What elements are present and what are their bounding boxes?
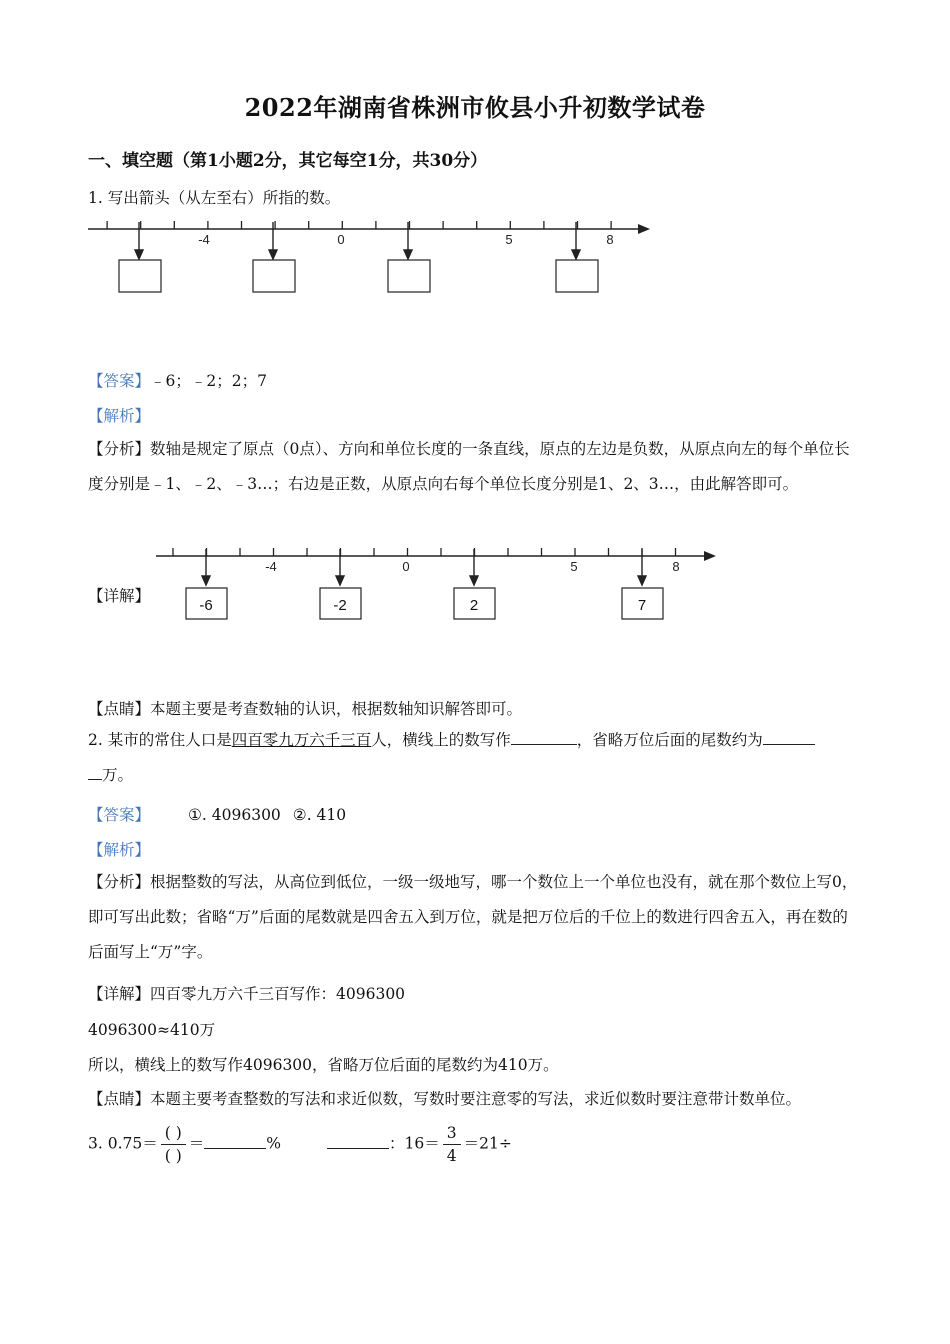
fraction-denominator: ( ) — [164, 1147, 182, 1165]
tick-label: 5 — [505, 232, 513, 247]
percent-sign: % — [266, 1134, 282, 1153]
q2-detail-3: 所以，横线上的数写作4096300，省略万位后面的尾数约为410万。 — [88, 1056, 559, 1074]
q2-comma: ，省略万位后面的尾数约为 — [576, 731, 763, 749]
q1-question: 1. 写出箭头（从左至右）所指的数。 — [88, 189, 341, 207]
dianjing-text: 本题主要是考查数轴的认识，根据数轴知识解答即可。 — [150, 700, 523, 718]
pointer-arrowhead — [135, 250, 143, 259]
detail-1: 四百零九万六千三百写作：4096300 — [150, 985, 406, 1003]
q2-fenxi — [88, 865, 863, 970]
answer-blank[interactable] — [763, 743, 815, 745]
tick-label: 5 — [570, 559, 578, 574]
pointer-arrowhead — [638, 576, 646, 585]
answer-box — [253, 260, 295, 292]
fenxi-tag: 【分析】 — [88, 440, 151, 458]
q1-analysis-tag: 【解析】 — [88, 407, 151, 425]
axis-arrowhead — [704, 551, 716, 561]
q1-answer — [88, 369, 267, 391]
q1-number-line — [80, 208, 680, 308]
q2-prefix: 2. 某市的常住人口是 — [88, 731, 232, 749]
fraction-denominator: 4 — [446, 1147, 457, 1165]
answer-blank[interactable] — [88, 778, 102, 780]
dianjing-text: 本题主要考查整数的写法和求近似数，写数时要注意零的写法，求近似数时要注意带计数单位。 — [150, 1090, 802, 1108]
answer-box — [119, 260, 161, 292]
q2-answer — [88, 803, 346, 825]
answer-blank[interactable] — [204, 1147, 266, 1149]
pointer-arrowhead — [404, 250, 412, 259]
division-part: ＝21÷ — [463, 1134, 512, 1153]
pointer-arrowhead — [269, 250, 277, 259]
axis-arrowhead — [638, 224, 650, 234]
q1-fenxi — [88, 432, 863, 502]
answer-box — [556, 260, 598, 292]
q1-detail-tag: 【详解】 — [88, 587, 151, 605]
fraction-numerator: 3 — [443, 1122, 461, 1145]
answer-1: ①. 4096300 — [188, 806, 281, 824]
q2-middle: 人，横线上的数写作 — [371, 731, 511, 749]
tick-label: 8 — [672, 559, 680, 574]
tick-label: 8 — [606, 232, 614, 247]
q2-underlined-number: 四百零九万六千三百 — [231, 731, 372, 749]
fenxi-text: 根据整数的写法，从高位到低位，一级一级地写，哪一个数位上一个单位也没有，就在那个数位上写0，即可写出此数；省略“万”后面的尾数就是四舍五入到万位，就是把万位后的千位上的数进行四舍五入，再在数的后面写上“万”字。 — [88, 873, 858, 961]
fraction-numerator: ( ) — [161, 1122, 186, 1145]
ratio-part: ：16＝ — [389, 1134, 440, 1153]
q2-dianjing — [88, 1087, 801, 1109]
fraction-three-quarters — [443, 1122, 461, 1167]
pointer-arrowhead — [572, 250, 580, 259]
q2-question — [88, 723, 863, 793]
pointer-arrowhead — [336, 576, 344, 585]
answer-tag: 【答案】 — [88, 806, 151, 824]
answer-blank[interactable] — [327, 1147, 389, 1149]
section-heading: 一、填空题（第1小题2分，其它每空1分，共30分） — [88, 151, 488, 171]
answer-box — [388, 260, 430, 292]
pointer-arrowhead — [202, 576, 210, 585]
box-value: 2 — [469, 597, 479, 614]
dianjing-tag: 【点睛】 — [88, 700, 151, 718]
answer-blank[interactable] — [511, 743, 577, 745]
q2-detail-2: 4096300≈410万 — [88, 1021, 216, 1039]
page-title: 2022年湖南省株洲市攸县小升初数学试卷 — [244, 93, 706, 122]
pointer-arrowhead — [470, 576, 478, 585]
fenxi-tag: 【分析】 — [88, 873, 151, 891]
q2-detail — [88, 982, 405, 1004]
answer-tag: 【答案】 — [88, 372, 151, 390]
answer-text: ﹣6；﹣2；2；7 — [150, 372, 267, 390]
box-value: -2 — [333, 597, 347, 614]
tick-label: 0 — [402, 559, 410, 574]
q2-suffix: 万。 — [102, 766, 134, 784]
tick-label: 0 — [337, 232, 345, 247]
tick-label: -4 — [198, 232, 210, 247]
fenxi-text: 数轴是规定了原点（0点）、方向和单位长度的一条直线，原点的左边是负数，从原点向左的每个单位长度分别是﹣1、﹣2、﹣3…；右边是正数，从原点向右每个单位长度分别是1、2、3…，由此解答即可。 — [88, 440, 850, 493]
q1-dianjing — [88, 697, 522, 719]
dianjing-tag: 【点睛】 — [88, 1090, 151, 1108]
tick-label: -4 — [265, 559, 277, 574]
equals: ＝ — [188, 1134, 205, 1153]
box-value: -6 — [199, 597, 213, 614]
detail-tag: 【详解】 — [88, 985, 151, 1003]
q3-prefix: 3. 0.75＝ — [88, 1134, 158, 1153]
box-value: 7 — [637, 597, 647, 614]
q3-question — [88, 1122, 512, 1167]
answer-2: ②. 410 — [292, 806, 347, 824]
q1-detail-number-line — [148, 540, 728, 630]
q2-analysis-tag: 【解析】 — [88, 841, 151, 859]
fraction-blank[interactable] — [161, 1122, 186, 1167]
